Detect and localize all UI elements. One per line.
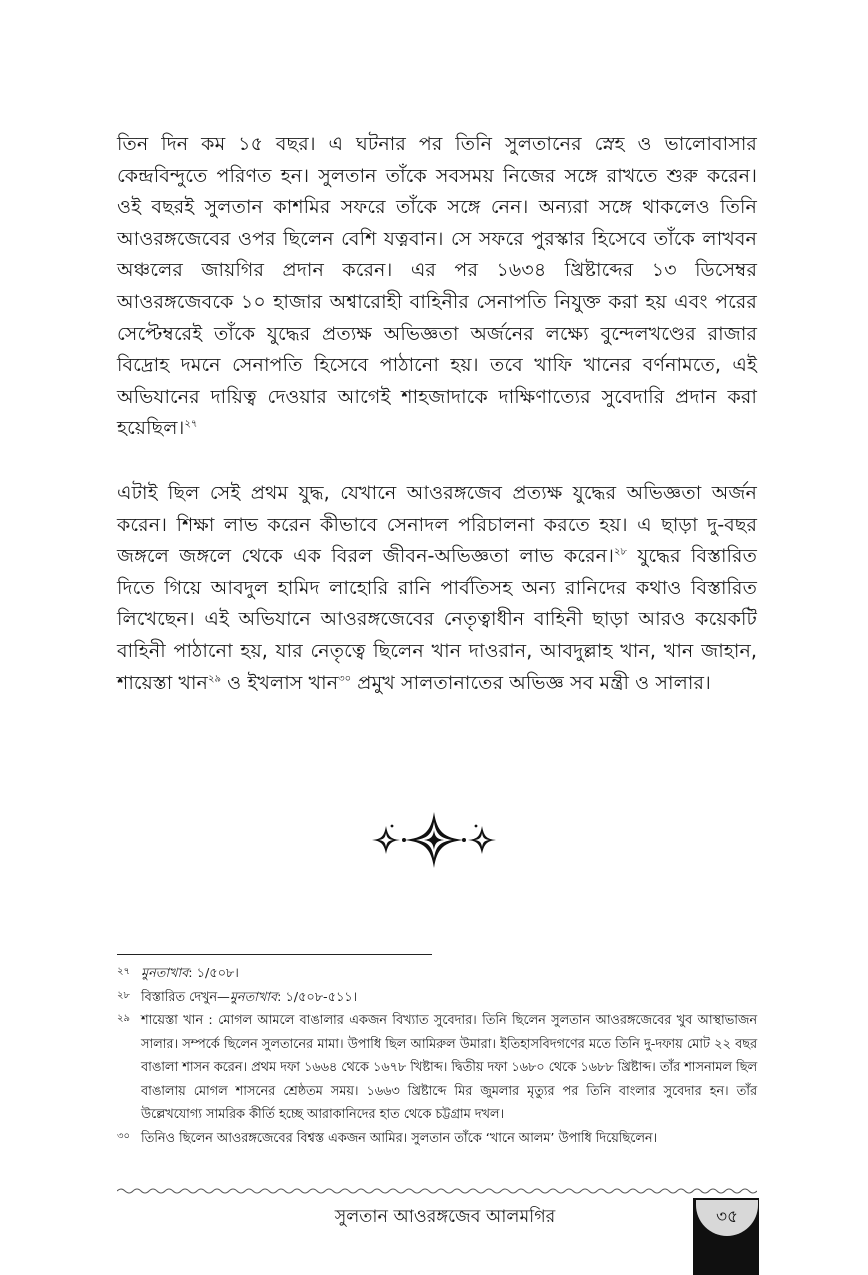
wavy-divider	[117, 1186, 757, 1196]
paragraph-1	[117, 128, 757, 444]
paragraph-2-text-d: প্রমুখ সালতানাতের অভিজ্ঞ সব মন্ত্রী ও সালার।	[351, 670, 711, 694]
footnote-prefix: বিস্তারিত দেখুন—	[141, 989, 230, 1005]
footnote-ref-28[interactable]: ২৮	[614, 546, 627, 558]
footnote-text: শায়েস্তা খান : মোগল আমলে বাঙালার একজন বিখ্যাত সুবেদার। তিনি ছিলেন সুলতান আওরঙ্গজেবের খুব আস্থাভাজন সালার। সম্পর্কে ছিলেন সুলতানের মামা। উপাধি ছিল আমিরুল উমারা। ইতিহাসবিদগণের মতে তিনি দু-দফায় মোট ২২ বছর বাঙালা শাসন করেন। প্রথম দফা ১৬৬৪ থেকে ১৬৭৮ খিষ্টাব্দ। দ্বিতীয় দফা ১৬৮০ থেকে ১৬৮৮ খ্রিষ্টাব্দ। তাঁর শাসনামল ছিল বাঙালায় মোগল শাসনের শ্রেষ্ঠতম সময়। ১৬৬৩ খ্রিষ্টাব্দে মির জুমলার মৃত্যুর পর তিনি বাংলার সুবেদার হন। তাঁর উল্লেখযোগ্য সামরিক কীর্তি হচ্ছে আরাকানিদের হাত থেকে চট্টগ্রাম দখল।	[141, 1013, 757, 1122]
four-point-star-ornament-icon	[370, 808, 498, 872]
footnote-citation: : ১/৫০৮-৫১১।	[277, 989, 358, 1005]
footnote-ref-27[interactable]: ২৭	[184, 418, 198, 430]
running-title: সুলতান আওরঙ্গজেব আলমগির	[334, 1207, 556, 1227]
footnote-ref-30[interactable]: ৩০	[338, 673, 352, 685]
footnote-30	[117, 1127, 757, 1151]
footnote-28	[117, 986, 757, 1010]
footnote-29	[117, 1009, 757, 1127]
paragraph-2-text-a: এটাই ছিল সেই প্রথম যুদ্ধ, যেখানে আওরঙ্গজেব প্রত্যক্ষ যুদ্ধের অভিজ্ঞতা অর্জন করেন। শিক্ষা লাভ করেন কীভাবে সেনাদল পরিচালনা করতে হয়। এ ছাড়া দু-বছর জঙ্গলে জঙ্গলে থেকে এক বিরল জীবন-অভিজ্ঞতা লাভ করেন।	[117, 481, 757, 568]
footnote-number: ২৮	[117, 989, 130, 1001]
footnote-number: ২৯	[117, 1013, 130, 1024]
footnote-source-title: মুনতাখাব	[229, 989, 278, 1005]
footnote-text	[141, 962, 757, 986]
paragraph-2-text-b: যুদ্ধের বিস্তারিত দিতে গিয়ে আবদুল হামিদ লাহোরি রানি পার্বতিসহ অন্য রানিদের কথাও বিস্তারিত লিখেছেন। এই অভিযানে আওরঙ্গজেবের নেতৃত্বাধীন বাহিনী ছাড়া আরও কয়েকটি বাহিনী পাঠানো হয়, যার নেতৃত্বে ছিলেন খান দাওরান, আবদুল্লাহ খান, খান জাহান, শায়েস্তা খান	[117, 544, 757, 694]
paragraph-2-text-c: ও ইখলাস খান	[221, 670, 339, 694]
footnote-divider	[117, 954, 432, 955]
footnote-27	[117, 962, 757, 986]
footnote-text: তিনিও ছিলেন আওরঙ্গজেবের বিশ্বস্ত একজন আমির। সুলতান তাঁকে ‘খানে আলম’ উপাধি দিয়েছিলেন।	[141, 1130, 658, 1146]
footnote-number: ৩০	[117, 1130, 131, 1142]
footnote-source-title: মুনতাখাব	[141, 966, 189, 981]
page-number: ৩৫	[696, 1200, 758, 1236]
footnote-number: ২৭	[117, 966, 131, 977]
paragraph-2	[117, 477, 757, 698]
footnote-citation: : ১/৫০৮।	[188, 966, 239, 981]
footnotes	[117, 962, 757, 1150]
footnote-text	[141, 986, 757, 1010]
footnote-ref-29[interactable]: ২৯	[208, 673, 222, 685]
paragraph-1-text: তিন দিন কম ১৫ বছর। এ ঘটনার পর তিনি সুলতানের স্নেহ ও ভালোবাসার কেন্দ্রবিন্দুতে পরিণত হন। সুলতান তাঁকে সবসময় নিজের সঙ্গে রাখতে শুরু করেন। ওই বছরই সুলতান কাশমির সফরে তাঁকে সঙ্গে নেন। অন্যরা সঙ্গে থাকলেও তিনি আওরঙ্গজেবের ওপর ছিলেন বেশি যত্নবান। সে সফরে পুরস্কার হিসেবে তাঁকে লাখবন অঞ্চলের জায়গির প্রদান করেন। এর পর ১৬৩৪ খ্রিষ্টাব্দের ১৩ ডিসেম্বর আওরঙ্গজেবকে ১০ হাজার অশ্বারোহী বাহিনীর সেনাপতি নিযুক্ত করা হয় এবং পরের সেপ্টেম্বরেই তাঁকে যুদ্ধের প্রত্যক্ষ অভিজ্ঞতা অর্জনের লক্ষ্যে বুন্দেলখণ্ডের রাজার বিদ্রোহ দমনে সেনাপতি হিসেবে পাঠানো হয়। তবে খাফি খানের বর্ণনামতে, এই অভিযানের দায়িত্ব দেওয়ার আগেই শাহজাদাকে দাক্ষিণাত্যের সুবেদারি প্রদান করা হয়েছিল।	[117, 132, 757, 440]
